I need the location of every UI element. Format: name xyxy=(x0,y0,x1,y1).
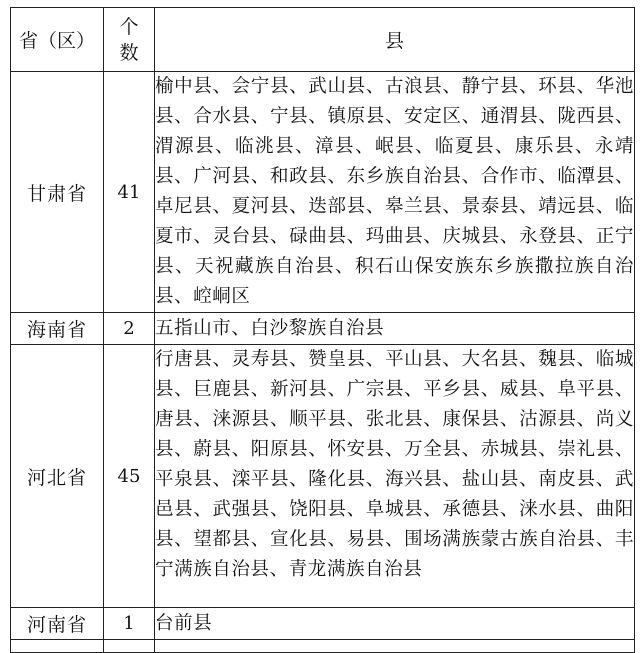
table-row xyxy=(11,313,635,345)
province-cell: 河北省 xyxy=(11,345,104,608)
counties-cell: 榆中县、会宁县、武山县、古浪县、静宁县、环县、华池县、合水县、宁县、镇原县、安定区、通渭县、陇西县、渭源县、临洮县、漳县、岷县、临夏县、康乐县、永靖县、广河县、和政县、东乡族自治县、合作市、临潭县、卓尼县、夏河县、迭部县、皋兰县、景泰县、靖远县、临夏市、灵台县、碌曲县、玛曲县、庆城县、永登县、正宁县、天祝藏族自治县、积石山保安族东乡族撒拉族自治县、崆峒区 xyxy=(155,72,635,313)
count-cell: 1 xyxy=(104,608,155,640)
header-count-line1: 个 xyxy=(119,15,139,38)
partial-cell xyxy=(11,640,104,653)
counties-cell: 五指山市、白沙黎族自治县 xyxy=(155,313,635,345)
province-cell: 海南省 xyxy=(11,313,104,345)
table-row xyxy=(11,72,635,313)
header-count-line2: 数 xyxy=(119,41,139,64)
count-cell: 2 xyxy=(104,313,155,345)
table-row xyxy=(11,608,635,640)
count-cell: 41 xyxy=(104,72,155,313)
table-row-partial xyxy=(11,640,635,653)
header-row xyxy=(11,8,635,72)
count-cell: 45 xyxy=(104,345,155,608)
counties-cell: 行唐县、灵寿县、赞皇县、平山县、大名县、魏县、临城县、巨鹿县、新河县、广宗县、平乡县、威县、阜平县、唐县、涞源县、顺平县、张北县、康保县、沽源县、尚义县、蔚县、阳原县、怀安县、万全县、赤城县、崇礼县、平泉县、滦平县、隆化县、海兴县、盐山县、南皮县、武邑县、武强县、饶阳县、阜城县、承德县、涞水县、曲阳县、望都县、宣化县、易县、围场满族蒙古族自治县、丰宁满族自治县、青龙满族自治县 xyxy=(155,345,635,608)
header-counties: 县 xyxy=(155,8,635,72)
partial-cell xyxy=(155,640,635,653)
county-table xyxy=(10,7,635,653)
counties-cell: 台前县 xyxy=(155,608,635,640)
table-row xyxy=(11,345,635,608)
province-cell: 河南省 xyxy=(11,608,104,640)
header-count xyxy=(104,8,155,72)
header-province: 省（区） xyxy=(11,8,104,72)
province-cell: 甘肃省 xyxy=(11,72,104,313)
partial-cell xyxy=(104,640,155,653)
